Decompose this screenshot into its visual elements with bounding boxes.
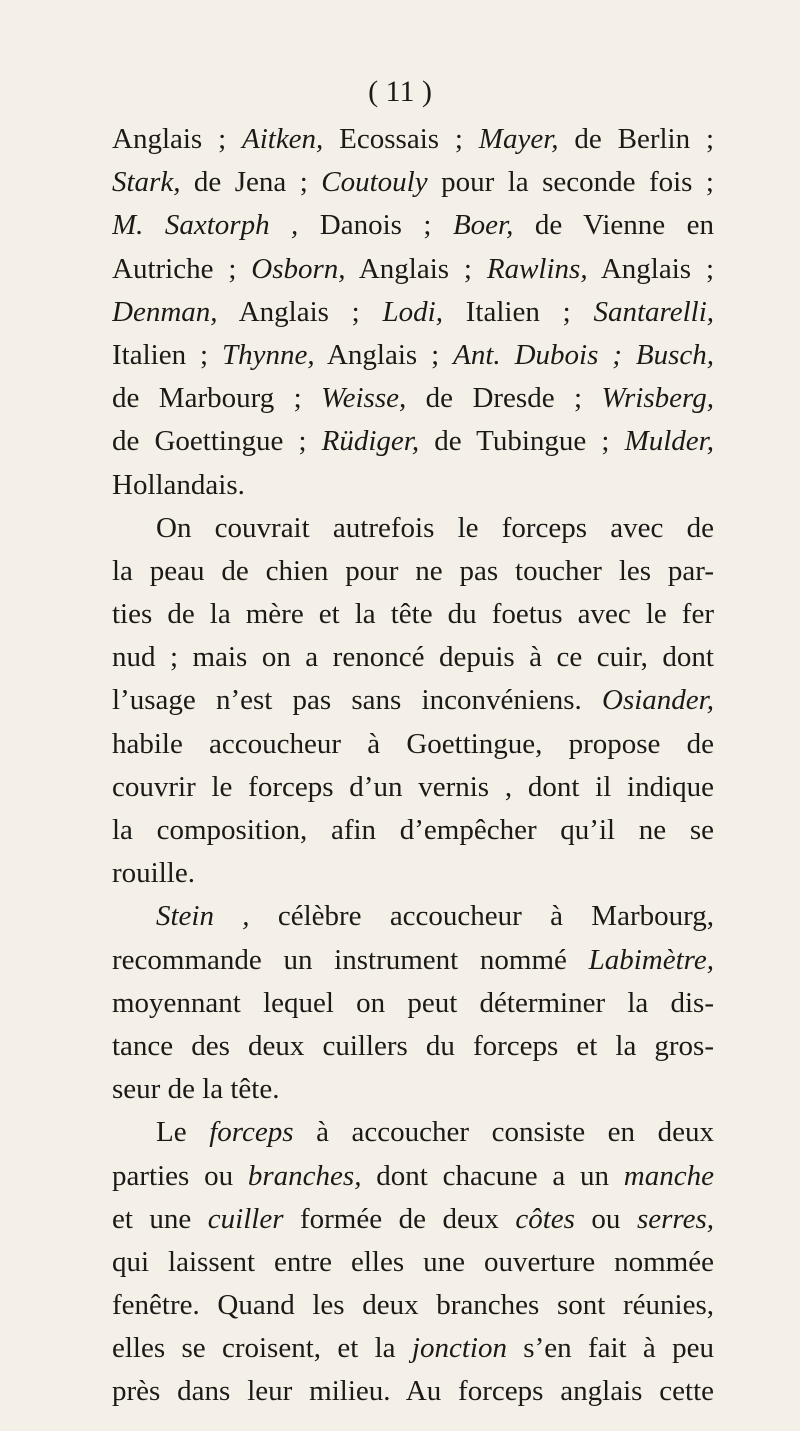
text-line: ties de la mère et la tête du foetus avec le fer	[112, 598, 714, 631]
text-line: recommande un instrument nommé Labimètre,	[112, 943, 714, 976]
text-line: Autriche ; Osborn, Anglais ; Rawlins, Anglais ;	[112, 252, 714, 285]
text-line: de Marbourg ; Weisse, de Dresde ; Wrisberg,	[112, 382, 714, 415]
text-line: seur de la tête.	[112, 1073, 280, 1106]
text-line: la peau de chien pour ne pas toucher les par-	[112, 554, 714, 587]
text-line: parties ou branches, dont chacune a un manche	[112, 1159, 714, 1192]
text-line: moyennant lequel on peut déterminer la dis-	[112, 986, 714, 1019]
text-line: Anglais ; Aitken, Ecossais ; Mayer, de Berlin ;	[112, 123, 714, 155]
text-line: Stein , célèbre accoucheur à Marbourg,	[156, 900, 714, 933]
text-line: couvrir le forceps d’un vernis , dont il indique	[112, 770, 714, 803]
text-line: la composition, afin d’empêcher qu’il ne se	[112, 814, 714, 846]
text-line: Italien ; Thynne, Anglais ; Ant. Dubois ; Busch,	[112, 338, 714, 371]
text-line: tance des deux cuillers du forceps et la gros-	[112, 1029, 714, 1062]
text-line: et une cuiller formée de deux côtes ou serres,	[112, 1202, 714, 1235]
page-number: ( 11 )	[368, 75, 432, 108]
text-line: de Goettingue ; Rüdiger, de Tubingue ; Mulder,	[112, 425, 714, 458]
text-line: Hollandais.	[112, 468, 245, 501]
text-line: rouille.	[112, 857, 195, 890]
text-line: M. Saxtorph , Danois ; Boer, de Vienne en	[112, 209, 714, 242]
text-line: fenêtre. Quand les deux branches sont réunies,	[112, 1289, 714, 1322]
text-line: près dans leur milieu. Au forceps anglais cette	[112, 1375, 714, 1408]
text-line: Stark, de Jena ; Coutouly pour la seconde fois ;	[112, 166, 714, 199]
text-line: elles se croisent, et la jonction s’en fait à peu	[112, 1332, 714, 1365]
text-line: Le forceps à accoucher consiste en deux	[156, 1116, 714, 1149]
text-line: qui laissent entre elles une ouverture nommée	[112, 1245, 714, 1278]
body-text	[112, 118, 714, 1414]
text-line: l’usage n’est pas sans inconvéniens. Osiander,	[112, 684, 714, 717]
text-line: habile accoucheur à Goettingue, propose de	[112, 727, 714, 760]
text-line: Denman, Anglais ; Lodi, Italien ; Santarelli,	[112, 295, 714, 328]
text-line: On couvrait autrefois le forceps avec de	[156, 511, 714, 544]
text-line: nud ; mais on a renoncé depuis à ce cuir, dont	[112, 641, 714, 674]
